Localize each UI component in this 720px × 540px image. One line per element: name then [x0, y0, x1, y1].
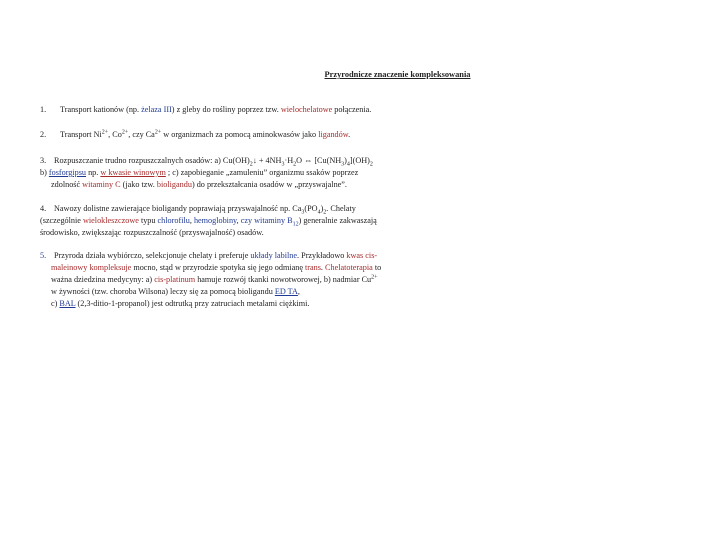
- item-text: Transport kationów (np.: [60, 105, 142, 114]
- item-text: ↓ + 4NH: [252, 156, 282, 165]
- subscript: 2: [323, 209, 327, 216]
- item-number: 5.: [40, 251, 47, 260]
- item-number: 2.: [40, 130, 47, 139]
- highlight-text: wielokleszczowe: [82, 216, 139, 225]
- highlight-text: układy labilne: [250, 251, 298, 260]
- highlight-text: chlorofilu: [157, 216, 190, 225]
- item-text: w organizmach za pomocą aminokwasów jako: [161, 130, 319, 139]
- subscript: 3: [281, 161, 285, 168]
- highlight-text: czy witaminy B: [240, 216, 293, 225]
- item-text: . Chelaty: [326, 204, 356, 213]
- item-text: Nawozy dolistne zawierające bioligandy poprawiają przyswajalność np. Ca: [54, 204, 302, 213]
- highlight-text: bioligandu: [156, 180, 192, 189]
- item-line: [40, 167, 480, 179]
- item-text: ,: [189, 216, 194, 225]
- item-line: [40, 215, 480, 227]
- highlight-text: maleinowy: [51, 263, 88, 272]
- item-line: [40, 203, 480, 215]
- highlight-text: w kwasie winowym: [100, 168, 166, 177]
- subscript: 2: [369, 161, 373, 168]
- highlight-text: trans: [305, 263, 321, 272]
- item-text: połączenia.: [332, 105, 372, 114]
- highlight-text: ligandów: [318, 130, 349, 139]
- list-item-2: [40, 129, 480, 141]
- item-text: w żywności (tzw. choroba Wilsona) leczy się za pomocą bioligandu: [51, 287, 275, 296]
- subscript: 2: [293, 161, 297, 168]
- item-text: ·H: [284, 156, 294, 165]
- highlight-text: hemoglobiny: [193, 216, 237, 225]
- item-line: [40, 262, 480, 274]
- item-line: [40, 286, 480, 298]
- item-line: [40, 274, 480, 286]
- item-line: [40, 298, 480, 310]
- highlight-text: cis-platinum: [154, 275, 196, 284]
- item-text: ) do przekształcania osadów w „przyswajalne”.: [191, 180, 347, 189]
- item-text: (szczególnie: [40, 216, 83, 225]
- list-item-4: [40, 203, 480, 239]
- superscript: 2+: [101, 129, 109, 136]
- highlight-text: kwas cis-: [346, 251, 378, 260]
- subscript: 12: [292, 221, 299, 228]
- superscript: 2+: [121, 129, 129, 136]
- item-text: ,: [236, 216, 241, 225]
- list-item-3: [40, 155, 480, 191]
- subscript: 4: [346, 161, 350, 168]
- item-text: , czy Ca: [128, 130, 155, 139]
- item-text: mocno, stąd w przyrodzie spotyka się jego odmianę: [131, 263, 305, 272]
- item-text: Rozpuszczanie trudno rozpuszczalnych osadów: a) Cu(OH): [54, 156, 250, 165]
- subscript: 2: [249, 161, 253, 168]
- item-line: [40, 250, 480, 262]
- item-text: hamuje rozwój tkanki nowotworowej, b) nadmiar Cu: [195, 275, 372, 284]
- highlight-text: BAL: [59, 299, 76, 308]
- superscript: 2+: [154, 129, 162, 136]
- highlight-text: żelaza III: [141, 105, 172, 114]
- item-text: to: [372, 263, 382, 272]
- item-text: (jako tzw.: [120, 180, 157, 189]
- highlight-text: wielochelatowe: [280, 105, 333, 114]
- highlight-text: Chelatoterapia: [325, 263, 373, 272]
- superscript: 2+: [371, 274, 378, 281]
- item-text: typu: [138, 216, 158, 225]
- item-text: ) generalnie zakwaszają: [298, 216, 377, 225]
- item-text: b): [40, 168, 49, 177]
- item-number: 1.: [40, 105, 47, 114]
- item-text: zdolność: [51, 180, 83, 189]
- item-number: 3.: [40, 156, 47, 165]
- subscript: 3: [341, 161, 345, 168]
- item-text: Transport Ni: [60, 130, 102, 139]
- item-text: ) z gleby do rośliny poprzez tzw.: [171, 105, 281, 114]
- item-text: c): [51, 299, 60, 308]
- item-text: np.: [86, 168, 101, 177]
- item-text: ): [320, 204, 324, 213]
- list-item-1: [40, 104, 480, 116]
- item-text: Przyroda działa wybiórczo, selekcjonuje chelaty i preferuje: [54, 251, 251, 260]
- item-line: [40, 179, 480, 191]
- subscript: 3: [301, 209, 305, 216]
- item-text: ,: [297, 287, 300, 296]
- item-text: (PO: [304, 204, 318, 213]
- page-title: Przyrodnicze znaczenie kompleksowania: [324, 70, 471, 79]
- item-line: [40, 155, 480, 167]
- highlight-text: ED TA: [274, 287, 298, 296]
- item-text: ): [344, 156, 347, 165]
- item-text: .: [320, 263, 326, 272]
- item-number: 4.: [40, 204, 47, 213]
- highlight-text: witaminy C: [82, 180, 121, 189]
- item-line: [40, 227, 480, 239]
- highlight-text: kompleksuje: [89, 263, 132, 272]
- list-item-5: [40, 250, 480, 310]
- highlight-text: fosforgipsu: [48, 168, 87, 177]
- item-text: środowisko, zwiększając rozpuszczalność (przyswajalność) osadów.: [40, 228, 264, 237]
- item-text: O ⇔ [Cu(NH: [296, 156, 342, 165]
- item-text: , Co: [108, 130, 122, 139]
- item-text: ; c) zapobieganie „zamuleniu” organizmu ssaków poprzez: [165, 168, 359, 177]
- subscript: 4: [317, 209, 321, 216]
- item-text: ważna dziedzina medycyny: a): [51, 275, 155, 284]
- item-text: ](OH): [349, 156, 370, 165]
- item-text: .: [348, 130, 351, 139]
- item-text: (2,3-ditio-1-propanol) jest odtrutką przy zatruciach metalami ciężkimi.: [75, 299, 310, 308]
- item-text: . Przykładowo: [297, 251, 347, 260]
